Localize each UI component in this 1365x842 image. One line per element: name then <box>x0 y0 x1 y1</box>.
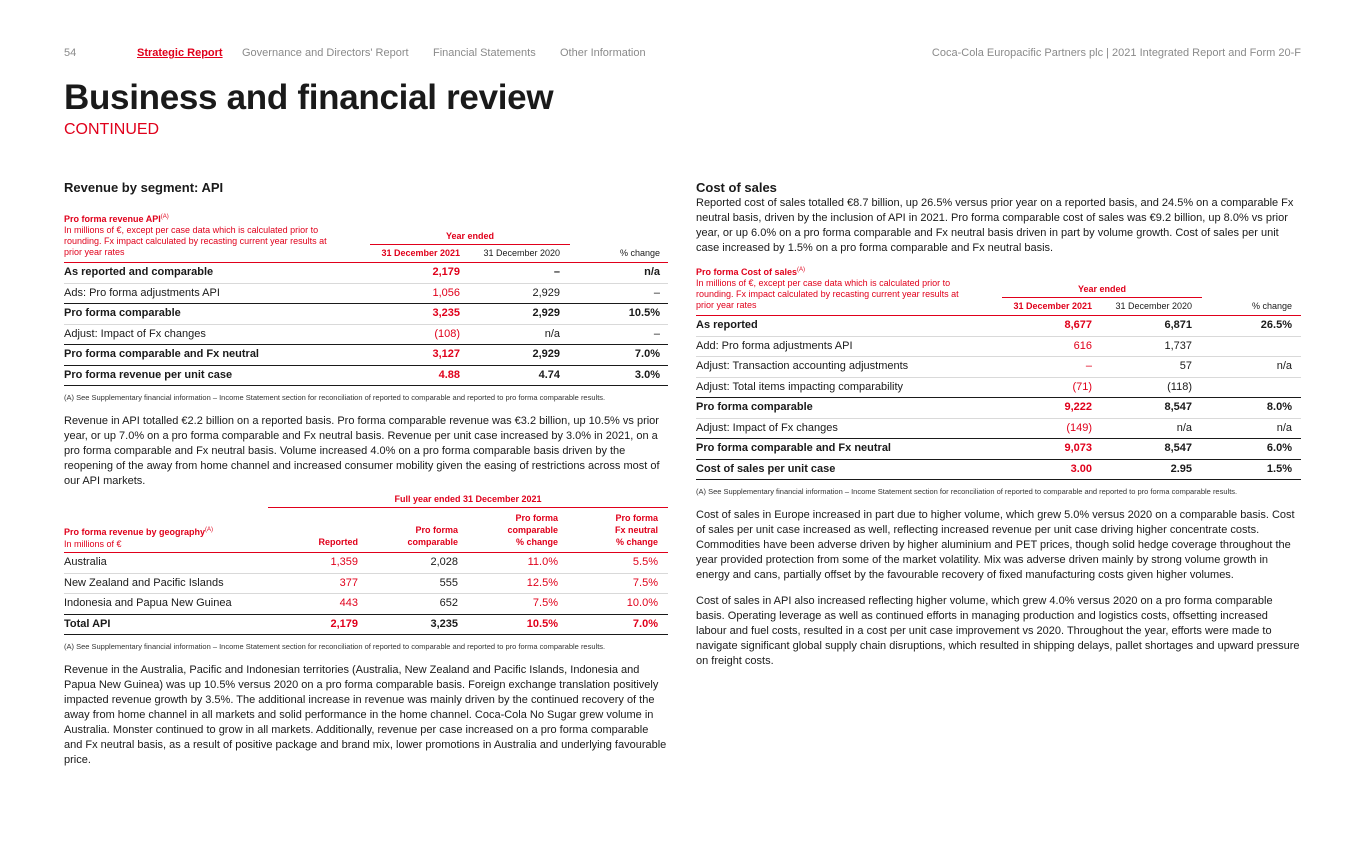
cell-fx-change: 7.0% <box>632 617 658 630</box>
footnote-marker: (A) <box>160 214 169 220</box>
table-row <box>696 377 1301 398</box>
cell-2020: (118) <box>1167 380 1192 393</box>
col-2020: 31 December 2020 <box>483 248 560 258</box>
col-fx-line-1: Pro forma <box>615 513 658 523</box>
row-label: Adjust: Impact of Fx changes <box>64 327 206 340</box>
nav-financial-statements[interactable]: Financial Statements <box>433 47 536 59</box>
row-label: Pro forma revenue per unit case <box>64 368 233 381</box>
cell-pfc-change: 11.0% <box>527 556 558 568</box>
row-label: Adjust: Impact of Fx changes <box>696 421 838 434</box>
cell-change: n/a <box>644 266 660 278</box>
cost-table-body <box>696 315 1301 480</box>
footnote-marker: (A) <box>797 267 806 273</box>
cell-2020: 4.74 <box>538 368 560 381</box>
col-pro-forma-comparable-change <box>458 512 558 548</box>
geography-table-header <box>64 494 668 552</box>
row-label: Pro forma comparable and Fx neutral <box>64 348 259 360</box>
row-label: Total API <box>64 617 111 630</box>
cell-change: 8.0% <box>1266 401 1292 413</box>
revenue-table-body <box>64 262 668 386</box>
cell-reported: 1,359 <box>330 556 358 568</box>
table-row <box>64 344 668 365</box>
year-ended-divider <box>370 244 570 245</box>
cell-change: 6.0% <box>1266 442 1292 454</box>
cost-table-label <box>696 265 966 311</box>
geography-table-body <box>64 552 668 635</box>
row-label: New Zealand and Pacific Islands <box>64 576 224 589</box>
geography-table-footnote: (A) See Supplementary financial information – Income Statement section for reconciliation of reported to comparable and reported to pro forma comparable results. <box>64 642 606 651</box>
col-2020: 31 December 2020 <box>1115 301 1192 311</box>
row-label: As reported <box>696 319 758 331</box>
cell-2021: (108) <box>434 327 460 340</box>
cell-2021: 4.88 <box>438 368 460 381</box>
page-number: 54 <box>64 47 77 59</box>
row-label: Indonesia and Papua New Guinea <box>64 597 232 609</box>
cell-2021: 3,127 <box>432 348 460 360</box>
table-row <box>696 356 1301 377</box>
nav-strategic-report[interactable]: Strategic Report <box>137 47 223 59</box>
cell-fx-change: 10.0% <box>626 597 658 609</box>
cell-fx-change: 5.5% <box>632 556 658 568</box>
cost-table-label-desc: In millions of €, except per case data which is calculated prior to rounding. Fx impact calculated by recasting current year results at prior year rates <box>696 278 959 310</box>
geography-table-label-desc: In millions of € <box>64 539 122 549</box>
api-paragraph: Revenue in the Australia, Pacific and Indonesian territories (Australia, New Zealand and Pacific Islands, Indonesia and Papua New Guinea) was up 10.5% versus 2020 on a pro forma comparable basis. Foreign exchange translation positively impacted revenue growth by 3.5%. The additional increase in revenue was mainly driven by the continued recovery of the away from home channel in all markets and solid performance in the home channel. Coca-Cola No Sugar grew volume in Australia. Monster continued to grow in all markets. Additionally, revenue per case increased on a pro forma comparable and Fx neutral basis, as a result of positive package and brand mix, lower promotions in Australia and underlying favourable price. <box>64 664 667 766</box>
cell-2021: 2,179 <box>432 266 460 278</box>
table-row <box>64 593 668 614</box>
cell-2021: (71) <box>1072 380 1092 393</box>
section-title-cost-of-sales: Cost of sales <box>696 180 777 195</box>
cell-change: – <box>653 286 660 299</box>
cell-pro-forma-comparable: 3,235 <box>430 617 458 630</box>
cell-change: 7.0% <box>634 348 660 360</box>
col-2021: 31 December 2021 <box>1013 301 1092 311</box>
row-label: Add: Pro forma adjustments API <box>696 339 853 352</box>
cost-intro-paragraph: Reported cost of sales totalled €8.7 billion, up 26.5% versus prior year on a reported basis, and 24.5% on a comparable Fx neutral basis, driven by the inclusion of API in 2021. Pro forma comparable cost of sales was €9.2 billion, up 8.0% vs prior year, or up 6.0% on a pro forma comparable and Fx neutral basis driven in part by volume growth. Cost of sales per unit case increased by 1.5% on a pro forma comparable and Fx neutral basis. <box>696 197 1294 254</box>
page-title: Business and financial review <box>64 78 554 117</box>
report-title: Coca-Cola Europacific Partners plc | 2021 Integrated Report and Form 20-F <box>931 47 1301 59</box>
cell-pro-forma-comparable: 555 <box>439 576 458 589</box>
cost-api-paragraph: Cost of sales in API also increased reflecting higher volume, which grew 4.0% versus 2020 on a pro forma comparable basis. Operating leverage as well as continued efforts in managing production and logistics costs, offsetting increased labour and fuel costs, resulted in a cost per unit case improvement vs 2020. Throughout the year, efforts were made to navigate significant global supply chain disruptions, which resulted in shipping delays, pallet shortages and upward pressure on freight costs. <box>696 595 1300 667</box>
cell-2021: 9,073 <box>1064 442 1092 454</box>
year-ended-label: Year ended <box>445 231 495 241</box>
table-row <box>696 336 1301 357</box>
geography-table-label <box>64 524 213 550</box>
table-row <box>696 315 1301 336</box>
cell-fx-change: 7.5% <box>632 576 658 589</box>
cell-pro-forma-comparable: 652 <box>439 597 458 609</box>
cell-pro-forma-comparable: 2,028 <box>430 556 458 568</box>
cell-pfc-change: 12.5% <box>526 576 558 589</box>
revenue-table-header <box>64 212 668 262</box>
table-row <box>64 365 668 387</box>
col-change: % change <box>619 248 660 258</box>
cell-change: n/a <box>1276 360 1292 372</box>
table-row <box>64 283 668 304</box>
cell-reported: 443 <box>339 597 358 609</box>
cell-change: 1.5% <box>1266 462 1292 475</box>
cost-europe-paragraph: Cost of sales in Europe increased in part due to higher volume, which grew 5.0% versus 2020 on a comparable basis. Cost of sales per unit case increased as well, reflecting increased revenue per unit case driving higher concentrate costs. Commodities have been adverse driven by higher aluminium and PET prices, though solid hedge coverage throughout the year provided protection from some of the market volatility. Mix was adverse driven mainly by strong volume growth in energy and cans, partially offset by the favourable recovery of fixed manufacturing costs given higher volumes. <box>696 509 1295 581</box>
cell-2020: 2,929 <box>532 286 560 299</box>
cell-2021: 3.00 <box>1070 462 1092 475</box>
row-label: Cost of sales per unit case <box>696 462 836 475</box>
table-row <box>696 438 1301 459</box>
revenue-table-label <box>64 212 334 258</box>
table-row <box>696 397 1301 418</box>
col-pro-forma-comparable <box>358 524 458 548</box>
cell-reported: 2,179 <box>330 617 358 630</box>
cell-pfc-change: 7.5% <box>532 597 558 609</box>
row-label: Pro forma comparable and Fx neutral <box>696 442 891 454</box>
page-subtitle: CONTINUED <box>64 121 160 138</box>
col-reported: Reported <box>318 537 358 547</box>
row-label: Australia <box>64 556 107 568</box>
cell-2021: – <box>1085 360 1092 372</box>
right-column <box>696 180 1301 669</box>
top-bar <box>64 47 1301 63</box>
cell-2020: 57 <box>1179 360 1192 372</box>
cell-change: 10.5% <box>628 307 660 319</box>
cell-reported: 377 <box>339 576 358 589</box>
section-title-revenue: Revenue by segment: API <box>64 180 224 195</box>
cell-2020: 6,871 <box>1164 319 1192 331</box>
left-column <box>64 180 668 768</box>
col-fx-line-3: % change <box>615 537 658 547</box>
cell-2020: 1,737 <box>1164 339 1192 352</box>
cell-2021: 3,235 <box>432 307 460 319</box>
year-ended-label: Year ended <box>1077 284 1127 294</box>
col-change: % change <box>1251 301 1292 311</box>
cell-change: 3.0% <box>634 368 660 381</box>
col-pfcc-line-1: Pro forma <box>515 513 558 523</box>
table-row <box>64 573 668 594</box>
col-pfc-line-1: Pro forma <box>415 525 458 535</box>
table-row <box>64 552 668 573</box>
revenue-paragraph: Revenue in API totalled €2.2 billion on a reported basis. Pro forma comparable revenue was €3.2 billion, up 10.5% vs prior year, or up 7.0% on a pro forma comparable and Fx neutral basis. Revenue per unit case increased by 3.0% in 2021, on a pro forma comparable and Fx neutral basis. Volume increased 4.0% on a pro forma comparable basis driven by the reopening of the away from home channel and increased consumer mobility given the easing of restrictions across most of our API markets. <box>64 415 660 487</box>
col-pfc-line-2: comparable <box>407 537 458 547</box>
cell-2021: 616 <box>1073 339 1092 352</box>
cell-2021: (149) <box>1066 421 1092 434</box>
cell-2020: – <box>553 266 560 278</box>
year-ended-divider <box>1002 297 1202 298</box>
row-label: Pro forma comparable <box>696 401 813 413</box>
cell-change: 26.5% <box>1260 319 1292 331</box>
row-label: Ads: Pro forma adjustments API <box>64 286 220 299</box>
cell-2020: 2,929 <box>532 348 560 360</box>
revenue-table-label-title: Pro forma revenue API <box>64 214 161 224</box>
table-row <box>696 418 1301 439</box>
nav-governance[interactable]: Governance and Directors' Report <box>242 47 409 59</box>
cell-pfc-change: 10.5% <box>526 617 558 630</box>
cost-table-footnote: (A) See Supplementary financial information – Income Statement section for reconciliation of reported to comparable and reported to pro forma comparable results. <box>696 487 1238 496</box>
cell-change: n/a <box>1276 421 1292 434</box>
cell-2021: 8,677 <box>1064 319 1092 331</box>
row-label: Adjust: Transaction accounting adjustments <box>696 360 909 372</box>
cell-2020: 2.95 <box>1170 462 1192 475</box>
cell-2021: 1,056 <box>432 286 460 299</box>
row-label: As reported and comparable <box>64 266 214 278</box>
col-fx-line-2: Fx neutral <box>614 525 658 535</box>
col-pfcc-line-3: % change <box>515 537 558 547</box>
cell-2020: 2,929 <box>532 307 560 319</box>
nav-other-information[interactable]: Other Information <box>560 47 646 59</box>
col-2021: 31 December 2021 <box>381 248 460 258</box>
col-fx-neutral-change <box>558 512 658 548</box>
cell-2020: n/a <box>1176 421 1192 434</box>
table-row <box>64 324 668 345</box>
col-pfcc-line-2: comparable <box>507 525 558 535</box>
table-row <box>64 614 668 636</box>
revenue-table-label-desc: In millions of €, except per case data which is calculated prior to rounding. Fx impact calculated by recasting current year results at prior year rates <box>64 225 327 257</box>
cell-2021: 9,222 <box>1064 401 1092 413</box>
cost-table-header <box>696 265 1301 315</box>
cost-table-label-title: Pro forma Cost of sales <box>696 267 798 277</box>
cell-2020: n/a <box>544 327 560 340</box>
table-row <box>696 459 1301 481</box>
row-label: Pro forma comparable <box>64 307 181 319</box>
revenue-table-footnote: (A) See Supplementary financial information – Income Statement section for reconciliation of reported to comparable and reported to pro forma comparable results. <box>64 393 606 402</box>
table-row <box>64 303 668 324</box>
cell-2020: 8,547 <box>1164 401 1192 413</box>
row-label: Adjust: Total items impacting comparability <box>696 380 904 393</box>
geography-table-top-header: Full year ended 31 December 2021 <box>268 494 668 508</box>
geography-table-label-title: Pro forma revenue by geography <box>64 527 206 537</box>
cell-change: – <box>653 327 660 340</box>
table-row <box>64 262 668 283</box>
footnote-marker: (A) <box>205 527 214 533</box>
cell-2020: 8,547 <box>1164 442 1192 454</box>
